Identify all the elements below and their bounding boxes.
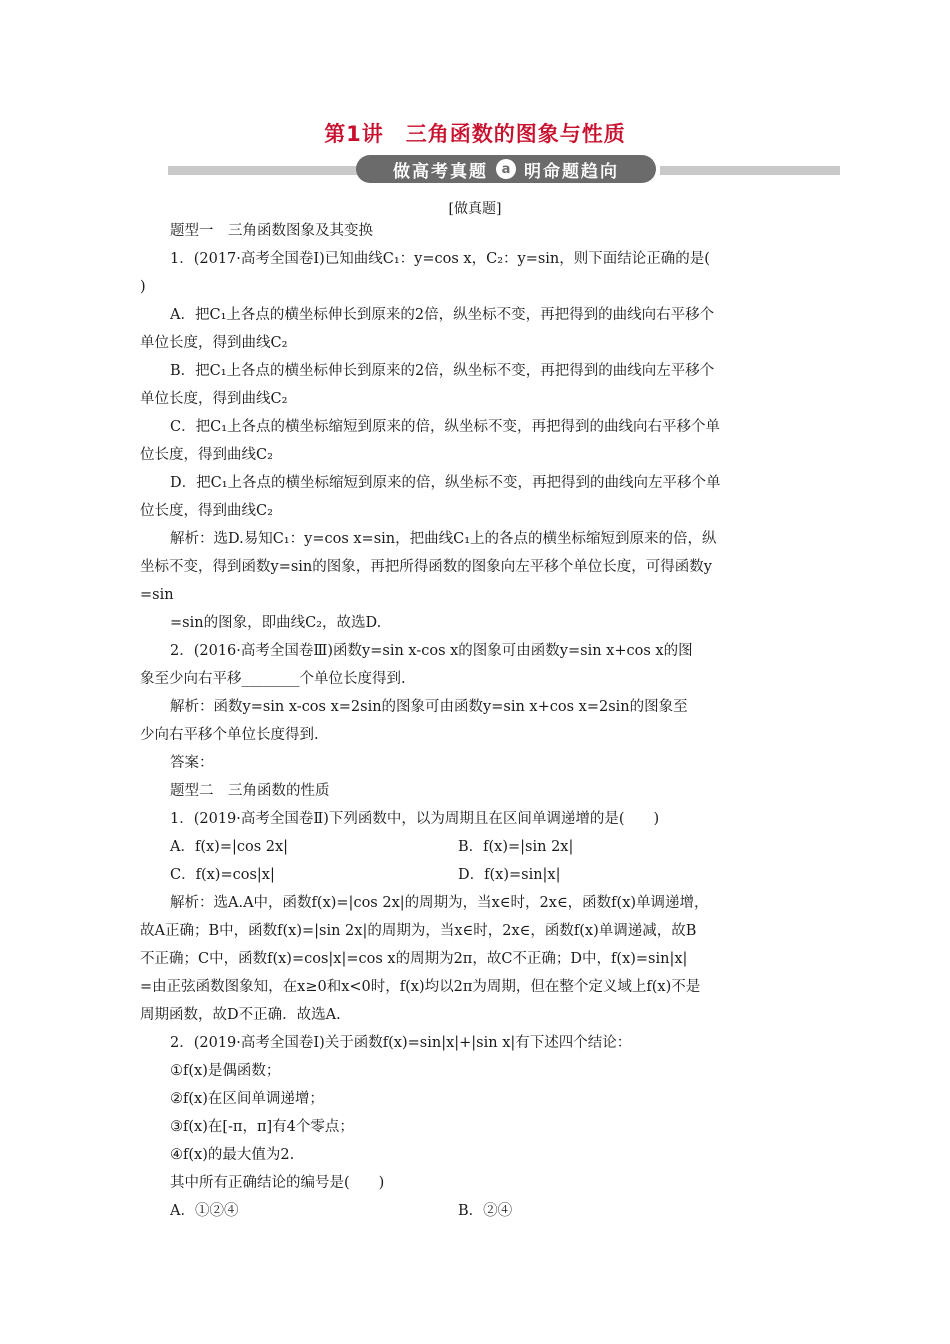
- text-line: 单位长度，得到曲线C₂: [140, 335, 288, 351]
- option-row: [170, 865, 820, 885]
- text-line: D．把C₁上各点的横坐标缩短到原来的倍，纵坐标不变，再把得到的曲线向左平移个单: [170, 475, 721, 491]
- text-line: 解析：函数y=sin x-cos x=2sin的图象可由函数y=sin x+cos x=2sin的图象至: [170, 699, 688, 715]
- text-line: 位长度，得到曲线C₂: [140, 503, 273, 519]
- text-line: =sin的图象，即曲线C₂，故选D.: [170, 615, 382, 631]
- text-line: 题型二 三角函数的性质: [170, 783, 330, 799]
- text-line: 位长度，得到曲线C₂: [140, 447, 273, 463]
- text-line: 2．(2019·高考全国卷Ⅰ)关于函数f(x)=sin|x|+|sin x|有下述四个结论：: [170, 1035, 632, 1051]
- text-line: 象至少向右平移________个单位长度得到.: [140, 671, 406, 687]
- text-line: C．把C₁上各点的横坐标缩短到原来的倍，纵坐标不变，再把得到的曲线向右平移个单: [170, 419, 720, 435]
- banner-circle-icon: a: [496, 159, 516, 179]
- option-a: A．f(x)=|cos 2x|: [170, 839, 289, 855]
- text-line: ②f(x)在区间单调递增；: [170, 1091, 324, 1107]
- text-line: 答案：: [170, 755, 214, 771]
- banner-bar-left: [168, 166, 358, 175]
- banner-pill: [356, 155, 656, 183]
- section-banner: [168, 155, 840, 185]
- text-line: =sin: [140, 587, 174, 603]
- text-line: B．把C₁上各点的横坐标伸长到原来的2倍，纵坐标不变，再把得到的曲线向左平移个: [170, 363, 715, 379]
- text-line: 解析：选A.A中，函数f(x)=|cos 2x|的周期为，当x∈时，2x∈，函数f(x)单调递增，: [170, 895, 709, 911]
- text-line: 坐标不变，得到函数y=sin的图象，再把所得函数的图象向左平移个单位长度，可得函数y: [140, 559, 712, 575]
- text-line: 周期函数，故D不正确．故选A.: [140, 1007, 341, 1023]
- text-line: 其中所有正确结论的编号是( ): [170, 1175, 385, 1191]
- text-line: ③f(x)在[-π，π]有4个零点；: [170, 1119, 354, 1135]
- text-line: ④f(x)的最大值为2.: [170, 1147, 295, 1163]
- text-line: =由正弦函数图象知，在x≥0和x<0时，f(x)均以2π为周期，但在整个定义域上f(x)不是: [140, 979, 701, 995]
- option-c: C．f(x)=cos|x|: [170, 867, 275, 883]
- option-a: A．①②④: [170, 1203, 239, 1219]
- option-b: B．②④: [458, 1203, 513, 1219]
- text-line: 解析：选D.易知C₁：y=cos x=sin，把曲线C₁上的各点的横坐标缩短到原来的倍，纵: [170, 531, 717, 547]
- banner-right-text: 明命题趋向: [524, 161, 619, 182]
- option-row: [170, 837, 820, 857]
- option-d: D．f(x)=sin|x|: [458, 867, 561, 883]
- option-b: B．f(x)=|sin 2x|: [458, 839, 574, 855]
- text-line: 2．(2016·高考全国卷Ⅲ)函数y=sin x-cos x的图象可由函数y=sin x+cos x的图: [170, 643, 693, 659]
- text-line: ①f(x)是偶函数；: [170, 1063, 281, 1079]
- text-line: 1．(2019·高考全国卷Ⅱ)下列函数中，以为周期且在区间单调递增的是( ): [170, 811, 660, 827]
- text-line: 1．(2017·高考全国卷Ⅰ)已知曲线C₁：y=cos x，C₂：y=sin，则下面结论正确的是(: [170, 251, 710, 267]
- text-line: 故A正确；B中，函数f(x)=|sin 2x|的周期为，当x∈时，2x∈，函数f(x)单调递减，故B: [140, 923, 697, 939]
- banner-left-text: 做高考真题: [393, 161, 488, 182]
- text-line: ): [140, 279, 146, 295]
- text-line: 题型一 三角函数图象及其变换: [170, 223, 373, 239]
- page-title: 第1讲 三角函数的图象与性质: [324, 122, 626, 146]
- text-line: 单位长度，得到曲线C₂: [140, 391, 288, 407]
- text-line: A．把C₁上各点的横坐标伸长到原来的2倍，纵坐标不变，再把得到的曲线向右平移个: [170, 307, 715, 323]
- text-line: 少向右平移个单位长度得到.: [140, 727, 319, 743]
- section-tag: [做真题]: [448, 201, 502, 217]
- option-row: [170, 1201, 820, 1221]
- banner-bar-right: [660, 166, 840, 175]
- text-line: 不正确；C中，函数f(x)=cos|x|=cos x的周期为2π，故C不正确；D中，f(x)=sin|x|: [140, 951, 688, 967]
